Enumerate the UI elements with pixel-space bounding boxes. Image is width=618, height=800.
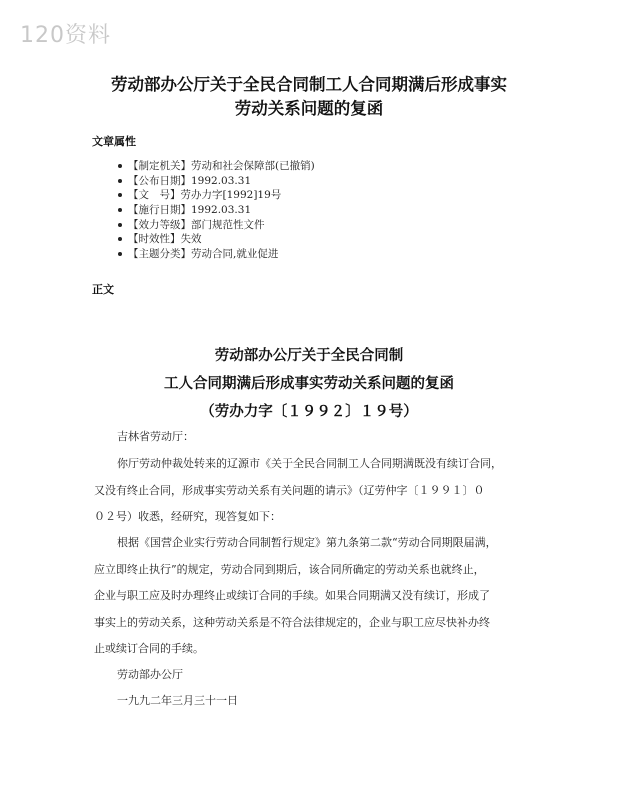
body-title-line-1: 劳动部办公厅关于全民合同制 (214, 348, 404, 364)
body-title-line-3: （劳办力字〔１９９２〕１９号） (200, 404, 418, 420)
paragraph-1-line-1: 你厅劳动仲裁处转来的辽源市《关于全民合同制工人合同期满既没有续订合同， (117, 457, 502, 470)
attribute-text: 【文 号】劳办力字[1992]19号 (128, 189, 282, 202)
bullet-icon (118, 223, 122, 227)
signature-text: 劳动部办公厅 (117, 668, 183, 681)
bullet-icon (118, 179, 122, 183)
paragraph-2-line-2: 应立即终止执行”的规定，劳动合同到期后，该合同所确定的劳动关系也就终止， (94, 562, 485, 576)
attribute-text: 【效力等级】部门规范性文件 (128, 218, 265, 231)
paragraph-1 (94, 451, 502, 531)
body-heading: 正文 (92, 283, 114, 296)
date (117, 688, 238, 715)
paragraph-2 (94, 530, 497, 663)
paragraph-2-line-3: 企业与职工应及时办理终止或续订合同的手续。如果合同期满又没有续订，形成了 (94, 589, 490, 602)
bullet-icon (118, 237, 122, 241)
bullet-icon (118, 193, 122, 197)
paragraph-1-line-2: 又没有终止合同，形成事实劳动关系有关问题的请示》（辽劳仲字〔１９９１〕０ (94, 483, 485, 497)
bullet-icon (118, 252, 122, 256)
attribute-text: 【公布日期】1992.03.31 (128, 174, 252, 187)
attribute-text: 【主题分类】劳动合同,就业促进 (128, 248, 279, 261)
document-title-line-1: 劳动部办公厅关于全民合同制工人合同期满后形成事实 (111, 75, 507, 94)
paragraph-2-line-1: 根据《国营企业实行劳动合同制暂行规定》第九条第二款“劳动合同期限届满， (117, 536, 497, 549)
salutation (117, 424, 194, 451)
paragraph-1-line-3: ０２号）收悉，经研究，现答复如下： (94, 510, 281, 523)
bullet-icon (118, 208, 122, 212)
paragraph-2-line-5: 止或续订合同的手续。 (94, 642, 204, 655)
signature (117, 662, 183, 689)
body-title-line-2: 工人合同期满后形成事实劳动关系问题的复函 (164, 376, 454, 392)
paragraph-2-line-4: 事实上的劳动关系，这种劳动关系是不符合法律规定的，企业与职工应尽快补办终 (94, 615, 490, 629)
salutation-text: 吉林省劳动厅： (117, 430, 194, 443)
attribute-text: 【时效性】失效 (128, 233, 202, 246)
attributes-heading: 文章属性 (92, 135, 136, 148)
date-text: 一九九二年三月三十一日 (117, 694, 238, 707)
watermark-logo: 120资料 (20, 23, 111, 48)
bullet-icon (118, 164, 122, 168)
document-title-line-2: 劳动关系问题的复函 (234, 99, 384, 118)
attribute-text: 【制定机关】劳动和社会保障部(已撤销) (128, 160, 315, 172)
document-title (0, 73, 618, 121)
attribute-text: 【施行日期】1992.03.31 (128, 204, 252, 217)
